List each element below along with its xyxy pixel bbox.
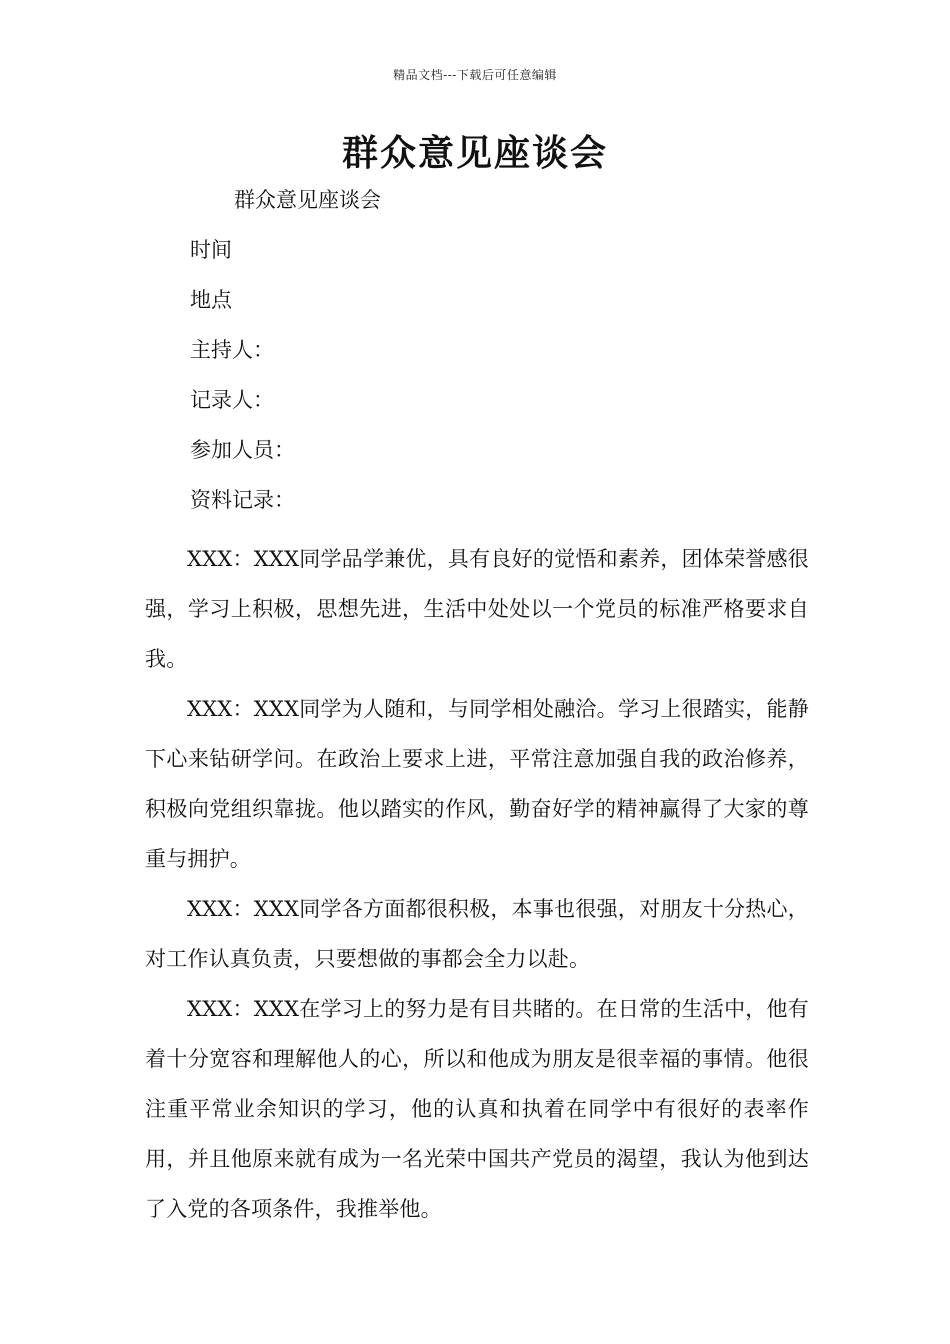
- record-paragraphs: [145, 534, 809, 1234]
- document-subtitle: 群众意见座谈会: [234, 188, 381, 212]
- record-paragraph-3: XXX：XXX同学各方面都很积极，本事也很强，对朋友十分热心，对工作认真负责，只要想做的事都会全力以赴。: [145, 897, 809, 971]
- meeting-fields: [190, 234, 295, 534]
- field-time: 时间: [190, 238, 232, 262]
- record-paragraph-1: XXX：XXX同学品学兼优，具有良好的觉悟和素养，团体荣誉感很强，学习上积极，思想先进，生活中处处以一个党员的标准严格要求自我。: [145, 547, 809, 671]
- record-paragraph-4: XXX：XXX在学习上的努力是有目共睹的。在日常的生活中，他有着十分宽容和理解他人的心，所以和他成为朋友是很幸福的事情。他很注重平常业余知识的学习，他的认真和执着在同学中有很好的表率作用，并且他原来就有成为一名光荣中国共产党员的渴望，我认为他到达了入党的各项条件，我推举他。: [145, 997, 809, 1221]
- field-location: 地点: [190, 288, 232, 312]
- field-attendees: 参加人员：: [190, 438, 295, 462]
- document-title: 群众意见座谈会: [341, 132, 608, 174]
- record-paragraph-2: XXX：XXX同学为人随和，与同学相处融洽。学习上很踏实，能静下心来钻研学问。在政治上要求上进，平常注意加强自我的政治修养，积极向党组织靠拢。他以踏实的作风，勤奋好学的精神赢得了大家的尊重与拥护。: [145, 697, 809, 871]
- field-recorder: 记录人：: [190, 388, 274, 412]
- field-record-content: 资料记录：: [190, 488, 295, 512]
- header-note: 精品文档---下载后可任意编辑: [393, 68, 557, 82]
- field-host: 主持人：: [190, 338, 274, 362]
